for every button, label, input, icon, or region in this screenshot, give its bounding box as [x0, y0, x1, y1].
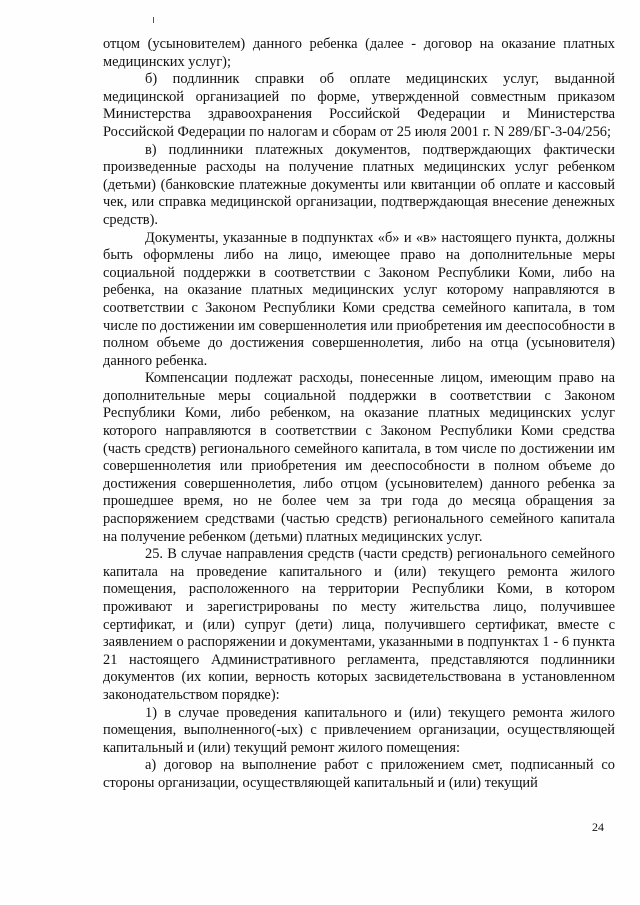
paragraph-compensation: Компенсации подлежат расходы, понесенные лицом, имеющим право на дополнительные меры социальной поддержки в соответствии с Законом Республики Коми, либо ребенком, на оказание платных медицинских услуг которого направляются в соответствии с Законом Республики Коми средства (часть средств) регионального семейного капитала, в том числе по достижении им совершеннолетия или приобретения им дееспособности в полном объеме до достижения совершеннолетия, либо отцом (усыновителем) данного ребенка за прошедшее время, но не более чем за три года до месяца обращения за распоряжением средствами (частью средств) регионального семейного капитала на получение ребенком (детьми) платных медицинских услуг.: [103, 370, 615, 545]
paragraph-documents-requirements: Документы, указанные в подпунктах «б» и «в» настоящего пункта, должны быть оформлены либо на лицо, имеющее право на дополнительные меры социальной поддержки в соответствии с Законом Республики Коми, либо на ребенка, на оказание платных медицинских услуг которому направляются в соответствии с Законом Республики Коми средства семейного капитала, в том числе по достижении им совершеннолетия или приобретения им дееспособности в полном объеме до достижения совершеннолетия, либо на отца (усыновителя) данного ребенка.: [103, 229, 615, 369]
scan-artifact-mark: [153, 17, 154, 23]
paragraph-subitem-1: 1) в случае проведения капитального и (или) текущего ремонта жилого помещения, выполненного(-ых) с привлечением организации, осуществляющей капитальный и (или) текущий ремонт жилого помещения:: [103, 704, 615, 756]
paragraph-continuation: отцом (усыновителем) данного ребенка (далее - договор на оказание платных медицинских услуг);: [103, 36, 615, 70]
document-body: [103, 36, 615, 793]
paragraph-item-v: в) подлинники платежных документов, подтверждающих фактически произведенные расходы на получение платных медицинских услуг ребенком (детьми) (банковские платежные документы или квитанции об оплате и кассовый чек, или справка медицинской организации, подтверждающая внесение денежных средств).: [103, 141, 615, 228]
paragraph-section-25: 25. В случае направления средств (части средств) регионального семейного капитала на проведение капитального и (или) текущего ремонта жилого помещения, расположенного на территории Республики Коми, в котором проживают и зарегистрированы по месту жительства лицо, получившее сертификат, и (или) супруг (дети) лица, получившего сертификат, вместе с заявлением о распоряжении и документами, указанными в подпунктах 1 - 6 пункта 21 настоящего Административного регламента, представляются подлинники документов (их копии, верность которых засвидетельствована в установленном законодательством порядке):: [103, 546, 615, 703]
paragraph-subitem-a: а) договор на выполнение работ с приложением смет, подписанный со стороны организации, осуществляющей капитальный и (или) текущий: [103, 757, 615, 791]
paragraph-item-b: б) подлинник справки об оплате медицинских услуг, выданной медицинской организацией по форме, утвержденной совместным приказом Министерства здравоохранения Российской Федерации и Министерства Российской Федерации по налогам и сборам от 25 июля 2001 г. N 289/БГ-3-04/256;: [103, 71, 615, 140]
page-number: 24: [592, 820, 604, 834]
